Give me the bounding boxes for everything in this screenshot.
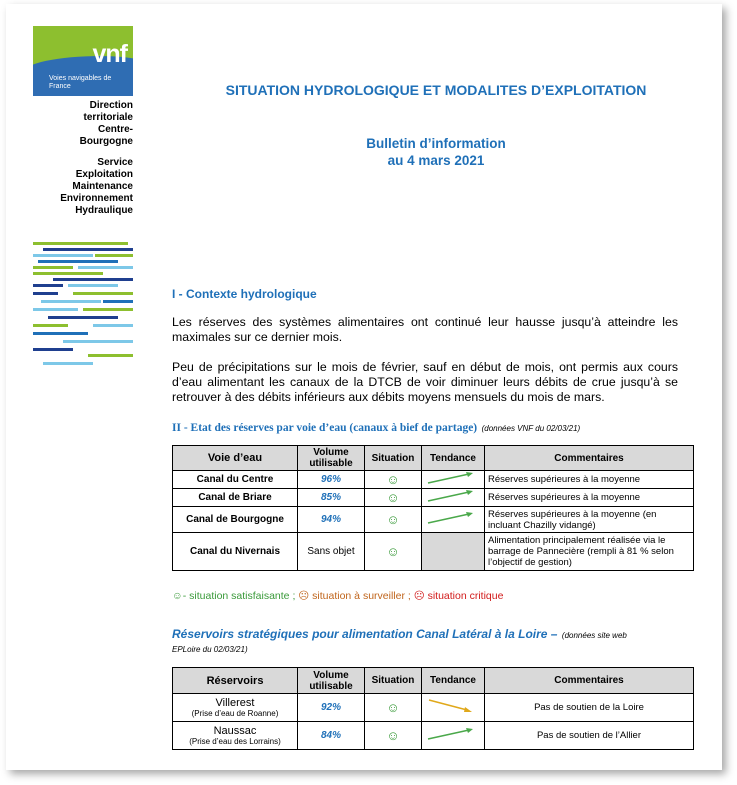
trend-cell-empty [422,533,485,571]
col-header: Tendance [422,668,485,694]
reservoir-intake: (Prise d’eau de Roanne) [191,709,279,718]
reservoir-intake: (Prise d’eau des Lorrains) [189,737,281,746]
bulletin-title: Bulletin d’information [366,136,506,151]
department-block [33,100,133,148]
col-header: Réservoirs [173,668,298,694]
service-line: Environnement [60,193,133,204]
section3-source-1: (données site web [561,631,627,640]
logo-brand: vnf [92,40,127,68]
comment-cell: Alimentation principalement réalisée via le barrage de Pannecière (rempli à 81 % selon l’objectif de gestion) [485,533,694,571]
section2-title: II - Etat des réserves par voie d’eau (canaux à bief de partage) [172,422,478,434]
table-row [173,694,694,722]
col-header: Voie d’eau [173,446,298,471]
reservoir-table [172,667,694,750]
comment-cell: Pas de soutien de l’Allier [485,722,694,750]
document-title: SITUATION HYDROLOGIQUE ET MODALITES D’EXPLOITATION [225,82,647,98]
section2-heading [172,418,692,436]
volume-value: Sans objet [298,533,365,571]
table-row [173,489,694,507]
trend-cell [422,471,485,489]
dept-line: Centre- [97,124,133,135]
section2-source: (données VNF du 02/03/21) [481,424,581,433]
col-header: Volume utilisable [298,446,365,471]
volume-value: 94% [298,507,365,533]
logo-subtitle: Voies navigables de France [49,75,112,90]
service-block [33,157,133,217]
legend-critique: ☹ situation critique [413,590,504,602]
volume-value: 84% [298,722,365,750]
section3-source-2: EPLoire du 02/03/21) [172,645,248,654]
dept-line: Bourgogne [79,136,133,147]
trend-cell [422,722,485,750]
situation-legend [172,590,503,602]
comment-cell: Réserves supérieures à la moyenne [485,489,694,507]
service-line: Service [97,157,133,168]
table-row [173,507,694,533]
col-header: Tendance [422,446,485,471]
vnf-logo [33,26,133,96]
trend-cell [422,507,485,533]
col-header: Situation [365,668,422,694]
trend-up-arrow-icon [425,727,477,741]
trend-up-arrow-icon [425,471,477,485]
col-header: Commentaires [485,668,694,694]
table-row [173,533,694,571]
trend-up-arrow-icon [425,511,477,525]
waterway-name: Canal de Briare [173,489,298,507]
service-line: Maintenance [72,181,133,192]
comment-cell: Réserves supérieures à la moyenne [485,471,694,489]
section3-heading [172,628,702,656]
section1-title: I - Contexte hydrologique [172,287,317,301]
legend-satisfaisante: ☺- situation satisfaisante ; [172,590,296,602]
col-header: Commentaires [485,446,694,471]
volume-value: 96% [298,471,365,489]
bulletin-date: au 4 mars 2021 [387,153,485,168]
waterway-name: Canal de Bourgogne [173,507,298,533]
smiley-icon: ☺ [365,722,422,750]
trend-up-arrow-icon [425,489,477,503]
comment-cell: Pas de soutien de la Loire [485,694,694,722]
smiley-icon: ☺ [365,471,422,489]
reservoir-cell [173,694,298,722]
col-header: Volume utilisable [298,668,365,694]
service-line: Exploitation [75,169,133,180]
smiley-icon: ☺ [365,507,422,533]
dept-line: territoriale [83,112,133,123]
reservoir-name: Naussac [213,725,257,737]
reservoir-name: Villerest [215,697,255,709]
table-row [173,722,694,750]
volume-value: 85% [298,489,365,507]
waterway-name: Canal du Nivernais [173,533,298,571]
reservoir-cell [173,722,298,750]
trend-cell [422,694,485,722]
waterway-name: Canal du Centre [173,471,298,489]
paragraph-2: Peu de précipitations sur le mois de février, sauf en début de mois, ont permis aux cours d’eau alimentant les canaux de la DTCB de voir diminuer leurs débits de crue jusqu’à se retrouver à des débits inférieurs aux débits moyens mensuels du mois de mars. [172,360,678,404]
dept-line: Direction [89,100,133,111]
paragraph-1: Les réserves des systèmes alimentaires ont continué leur hausse jusqu’à atteindre les maximales sur ce dernier mois. [172,315,678,344]
section3-title: Réservoirs stratégiques pour alimentation Canal Latéral à la Loire – [172,627,558,641]
col-header: Situation [365,446,422,471]
trend-cell [422,489,485,507]
comment-cell: Réserves supérieures à la moyenne (en incluant Chazilly vidangé) [485,507,694,533]
smiley-icon: ☺ [365,489,422,507]
table-row [173,471,694,489]
document-page [6,4,722,770]
service-line: Hydraulique [75,205,133,216]
volume-value: 92% [298,694,365,722]
decorative-stripes [33,242,133,372]
smiley-icon: ☺ [365,694,422,722]
legend-surveiller: ☹ situation à surveiller ; [298,590,411,602]
waterway-table [172,445,694,571]
smiley-icon: ☺ [365,533,422,571]
trend-down-arrow-icon [425,697,477,715]
